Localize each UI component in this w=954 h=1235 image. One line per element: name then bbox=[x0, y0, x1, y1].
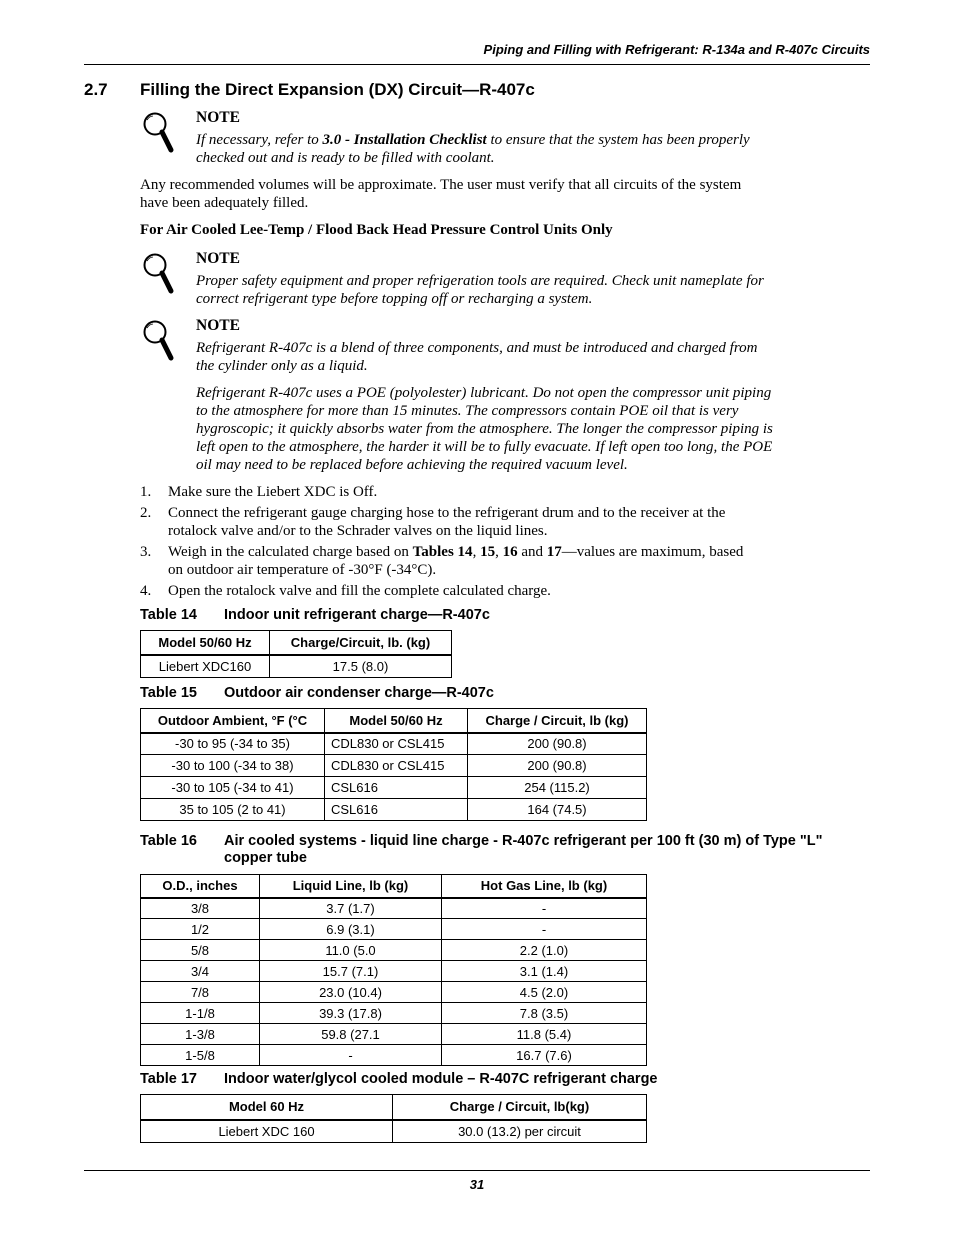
table-row bbox=[141, 961, 647, 982]
step-number: 1. bbox=[140, 484, 152, 500]
running-header: Piping and Filling with Refrigerant: R-134a and R-407c Circuits bbox=[483, 42, 870, 57]
subheading: For Air Cooled Lee-Temp / Flood Back Head Pressure Control Units Only bbox=[140, 222, 613, 238]
column-header: Model 50/60 Hz bbox=[325, 709, 468, 733]
table-cell: 1-3/8 bbox=[141, 1024, 260, 1045]
table-cell: 17.5 (8.0) bbox=[270, 655, 452, 678]
table-cell: Liebert XDC160 bbox=[141, 655, 270, 678]
table-cell: 15.7 (7.1) bbox=[260, 961, 442, 982]
note-label: NOTE bbox=[196, 109, 240, 126]
column-header: Outdoor Ambient, °F (°C bbox=[141, 709, 325, 733]
table-cell: 11.8 (5.4) bbox=[442, 1024, 647, 1045]
table-row bbox=[141, 799, 647, 821]
table-row bbox=[141, 940, 647, 961]
magnifier-icon bbox=[140, 318, 176, 366]
table-caption: Indoor unit refrigerant charge—R-407c bbox=[224, 607, 490, 623]
footer-rule bbox=[84, 1170, 870, 1171]
table-cell: 200 (90.8) bbox=[468, 733, 647, 755]
table-cell: CSL616 bbox=[325, 777, 468, 799]
table-cell: 11.0 (5.0 bbox=[260, 940, 442, 961]
table-cell: 23.0 (10.4) bbox=[260, 982, 442, 1003]
table-cell: CDL830 or CSL415 bbox=[325, 733, 468, 755]
column-header: Charge / Circuit, lb (kg) bbox=[468, 709, 647, 733]
table-cell: 7/8 bbox=[141, 982, 260, 1003]
table-cell: 3.7 (1.7) bbox=[260, 898, 442, 919]
table-label: Table 14 bbox=[140, 607, 197, 623]
table-cell: 7.8 (3.5) bbox=[442, 1003, 647, 1024]
table-15 bbox=[140, 708, 647, 821]
table-cell: 3/4 bbox=[141, 961, 260, 982]
table-cell: 2.2 (1.0) bbox=[442, 940, 647, 961]
note-label: NOTE bbox=[196, 250, 240, 267]
table-cell: 16.7 (7.6) bbox=[442, 1045, 647, 1066]
table-cell: 5/8 bbox=[141, 940, 260, 961]
column-header: Hot Gas Line, lb (kg) bbox=[442, 875, 647, 898]
table-cell: 3.1 (1.4) bbox=[442, 961, 647, 982]
note-text: If necessary, refer to 3.0 - Installation Checklist to ensure that the system has been properly checked out and is ready to be filled with coolant. bbox=[196, 132, 750, 166]
table-cell: 39.3 (17.8) bbox=[260, 1003, 442, 1024]
table-row bbox=[141, 777, 647, 799]
table-label: Table 15 bbox=[140, 685, 197, 701]
table-cell: 164 (74.5) bbox=[468, 799, 647, 821]
note-text: Proper safety equipment and proper refrigeration tools are required. Check unit nameplate for correct refrigerant type before topping off or recharging a system. bbox=[196, 273, 764, 307]
table-row bbox=[141, 655, 452, 678]
note-text: Refrigerant R-407c is a blend of three components, and must be introduced and charged from the cylinder only as a liquid. bbox=[196, 340, 758, 374]
magnifier-icon bbox=[140, 251, 176, 299]
table-row bbox=[141, 1003, 647, 1024]
magnifier-icon bbox=[140, 110, 176, 158]
table-cell: 59.8 (27.1 bbox=[260, 1024, 442, 1045]
table-row bbox=[141, 982, 647, 1003]
intro-paragraph: Any recommended volumes will be approximate. The user must verify that all circuits of the system have been adequately filled. bbox=[140, 177, 742, 211]
table-cell: 3/8 bbox=[141, 898, 260, 919]
step-number: 4. bbox=[140, 583, 152, 599]
table-row bbox=[141, 733, 647, 755]
table-17 bbox=[140, 1094, 647, 1143]
column-header: Charge/Circuit, lb. (kg) bbox=[270, 631, 452, 655]
table-cell: 254 (115.2) bbox=[468, 777, 647, 799]
step-number: 3. bbox=[140, 544, 152, 560]
column-header: Model 50/60 Hz bbox=[141, 631, 270, 655]
page-number: 31 bbox=[469, 1177, 485, 1192]
table-row bbox=[141, 898, 647, 919]
step-text: Connect the refrigerant gauge charging hose to the refrigerant drum and to the receiver at the rotalock valve and/or to the Schrader valves on the liquid lines. bbox=[168, 505, 726, 539]
table-row bbox=[141, 755, 647, 777]
table-cell: - bbox=[442, 919, 647, 940]
table-cell: CDL830 or CSL415 bbox=[325, 755, 468, 777]
table-cell: 1-5/8 bbox=[141, 1045, 260, 1066]
table-cell: -30 to 95 (-34 to 35) bbox=[141, 733, 325, 755]
table-16 bbox=[140, 874, 647, 1066]
header-rule bbox=[84, 64, 870, 65]
step-text: Weigh in the calculated charge based on Tables 14, 15, 16 and 17—values are maximum, based on outdoor air temperature of -30°F (-34°C). bbox=[168, 544, 744, 578]
column-header: Model 60 Hz bbox=[141, 1095, 393, 1120]
table-cell: 1/2 bbox=[141, 919, 260, 940]
table-cell: -30 to 105 (-34 to 41) bbox=[141, 777, 325, 799]
table-row bbox=[141, 1120, 647, 1143]
table-row bbox=[141, 1045, 647, 1066]
table-cell: CSL616 bbox=[325, 799, 468, 821]
checklist-reference: 3.0 - Installation Checklist bbox=[322, 132, 487, 148]
table-cell: - bbox=[260, 1045, 442, 1066]
table-cell: 30.0 (13.2) per circuit bbox=[393, 1120, 647, 1143]
table-row bbox=[141, 919, 647, 940]
table-14 bbox=[140, 630, 452, 678]
section-number: 2.7 bbox=[84, 80, 108, 99]
table-cell: Liebert XDC 160 bbox=[141, 1120, 393, 1143]
table-label: Table 17 bbox=[140, 1071, 197, 1087]
table-cell: 4.5 (2.0) bbox=[442, 982, 647, 1003]
step-number: 2. bbox=[140, 505, 152, 521]
note-text: Refrigerant R-407c uses a POE (polyolester) lubricant. Do not open the compressor unit piping to the atmosphere for more than 15 minutes. The compressors contain POE oil that is very hygroscopic; it quickly absorbs water from the atmosphere. The longer the compressor piping is left open to the atmosphere, the harder it will be to fully evacuate. If left open too long, the POE oil may need to be replaced before achieving the required vacuum level. bbox=[196, 385, 773, 473]
table-caption: Outdoor air condenser charge—R-407c bbox=[224, 685, 494, 701]
note-label: NOTE bbox=[196, 317, 240, 334]
step-text: Open the rotalock valve and fill the complete calculated charge. bbox=[168, 583, 551, 599]
table-label: Table 16 bbox=[140, 833, 197, 849]
column-header: Liquid Line, lb (kg) bbox=[260, 875, 442, 898]
table-cell: 200 (90.8) bbox=[468, 755, 647, 777]
table-caption: Indoor water/glycol cooled module – R-407C refrigerant charge bbox=[224, 1071, 658, 1087]
table-cell: 6.9 (3.1) bbox=[260, 919, 442, 940]
column-header: O.D., inches bbox=[141, 875, 260, 898]
table-cell: -30 to 100 (-34 to 38) bbox=[141, 755, 325, 777]
section-title: Filling the Direct Expansion (DX) Circuit—R-407c bbox=[140, 80, 535, 99]
step-text: Make sure the Liebert XDC is Off. bbox=[168, 484, 378, 500]
table-caption: Air cooled systems - liquid line charge - R-407c refrigerant per 100 ft (30 m) of Type "L" copper tube bbox=[224, 833, 823, 866]
table-row bbox=[141, 1024, 647, 1045]
table-cell: 1-1/8 bbox=[141, 1003, 260, 1024]
column-header: Charge / Circuit, lb(kg) bbox=[393, 1095, 647, 1120]
table-cell: 35 to 105 (2 to 41) bbox=[141, 799, 325, 821]
table-cell: - bbox=[442, 898, 647, 919]
